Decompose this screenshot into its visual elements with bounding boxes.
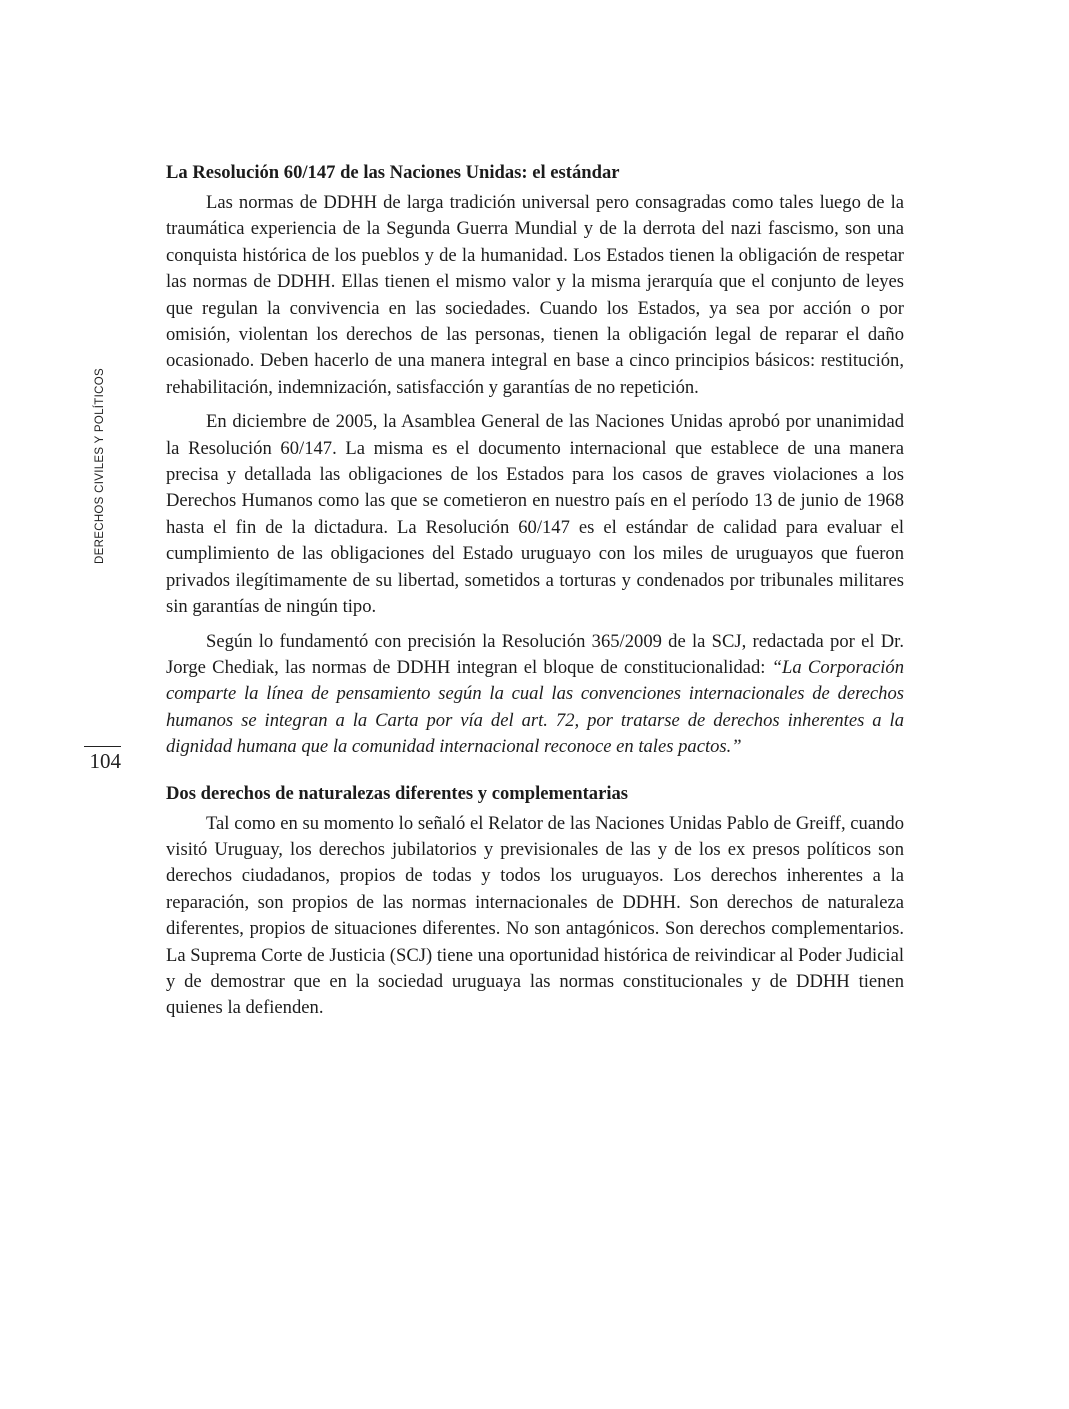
paragraph-text: Según lo fundamentó con precisión la Resolución 365/2009 de la SCJ, redactada por el Dr. Jorge Chediak, las normas de DDHH integran el bloque de constitucionalidad: [166, 630, 904, 678]
main-text [166, 160, 904, 1030]
running-side-label: DERECHOS CIVILES Y POLÍTICOS [94, 368, 106, 564]
paragraph-with-quote [166, 629, 904, 761]
page-number-rule [84, 746, 121, 747]
paragraph: Las normas de DDHH de larga tradición universal pero consagradas como tales luego de la traumática experiencia de la Segunda Guerra Mundial y de la derrota del nazi fascismo, son una conquista histórica de los pueblos y de la humanidad. Los Estados tienen la obligación de respetar las normas de DDHH. Ellas tienen el mismo valor y la misma jerarquía que el conjunto de leyes que regulan la convivencia en las sociedades. Cuando los Estados, ya sea por acción o por omisión, violentan los derechos de las personas, tienen la obligación legal de reparar el daño ocasionado. Deben hacerlo de una manera integral en base a cinco principios básicos: restitución, rehabilitación, indemnización, satisfacción y garantías de no repetición. [166, 192, 904, 398]
italic-quote: “La Corporación comparte la línea de pensamiento según la cual las convenciones internacionales de derechos humanos se integran a la Carta por vía del art. 72, por tratarse de derechos inherentes a la dignidad humana que la comunidad internacional reconoce en tales pactos.” [166, 656, 905, 758]
section-heading: Dos derechos de naturalezas diferentes y complementarias [166, 782, 629, 804]
paragraph: En diciembre de 2005, la Asamblea General de las Naciones Unidas aprobó por unanimidad la Resolución 60/147. La misma es el documento internacional que establece de una manera precisa y detallada las obligaciones de los Estados para los casos de graves violaciones a los Derechos Humanos como las que se cometieron en nuestro país en el período 13 de junio de 1968 hasta el fin de la dictadura. La Resolución 60/147 es el estándar de calidad para evaluar el cumplimiento de las obligaciones del Estado uruguayo con los miles de uruguayos que fueron privados ilegítimamente de su libertad, sometidos a torturas y condenados por tribunales militares sin garantías de ningún tipo. [166, 411, 904, 618]
page-number: 104 [89, 749, 121, 773]
section-heading: La Resolución 60/147 de las Naciones Unidas: el estándar [166, 162, 620, 183]
paragraph: Tal como en su momento lo señaló el Relator de las Naciones Unidas Pablo de Greiff, cuando visitó Uruguay, los derechos jubilatorios y previsionales de las y de los ex presos políticos son derechos ciudadanos, propios de todas y todos los uruguayos. Los derechos inherentes a la reparación, son propios de las normas internacionales de DDHH. Son derechos de naturaleza diferentes, propios de situaciones diferentes. No son antagónicos. Son derechos complementarios. La Suprema Corte de Justicia (SCJ) tiene una oportunidad histórica de reivindicar al Poder Judicial y de demostrar que en la sociedad uruguaya las normas constitucionales y de DDHH tienen quienes la defienden. [166, 812, 904, 1019]
